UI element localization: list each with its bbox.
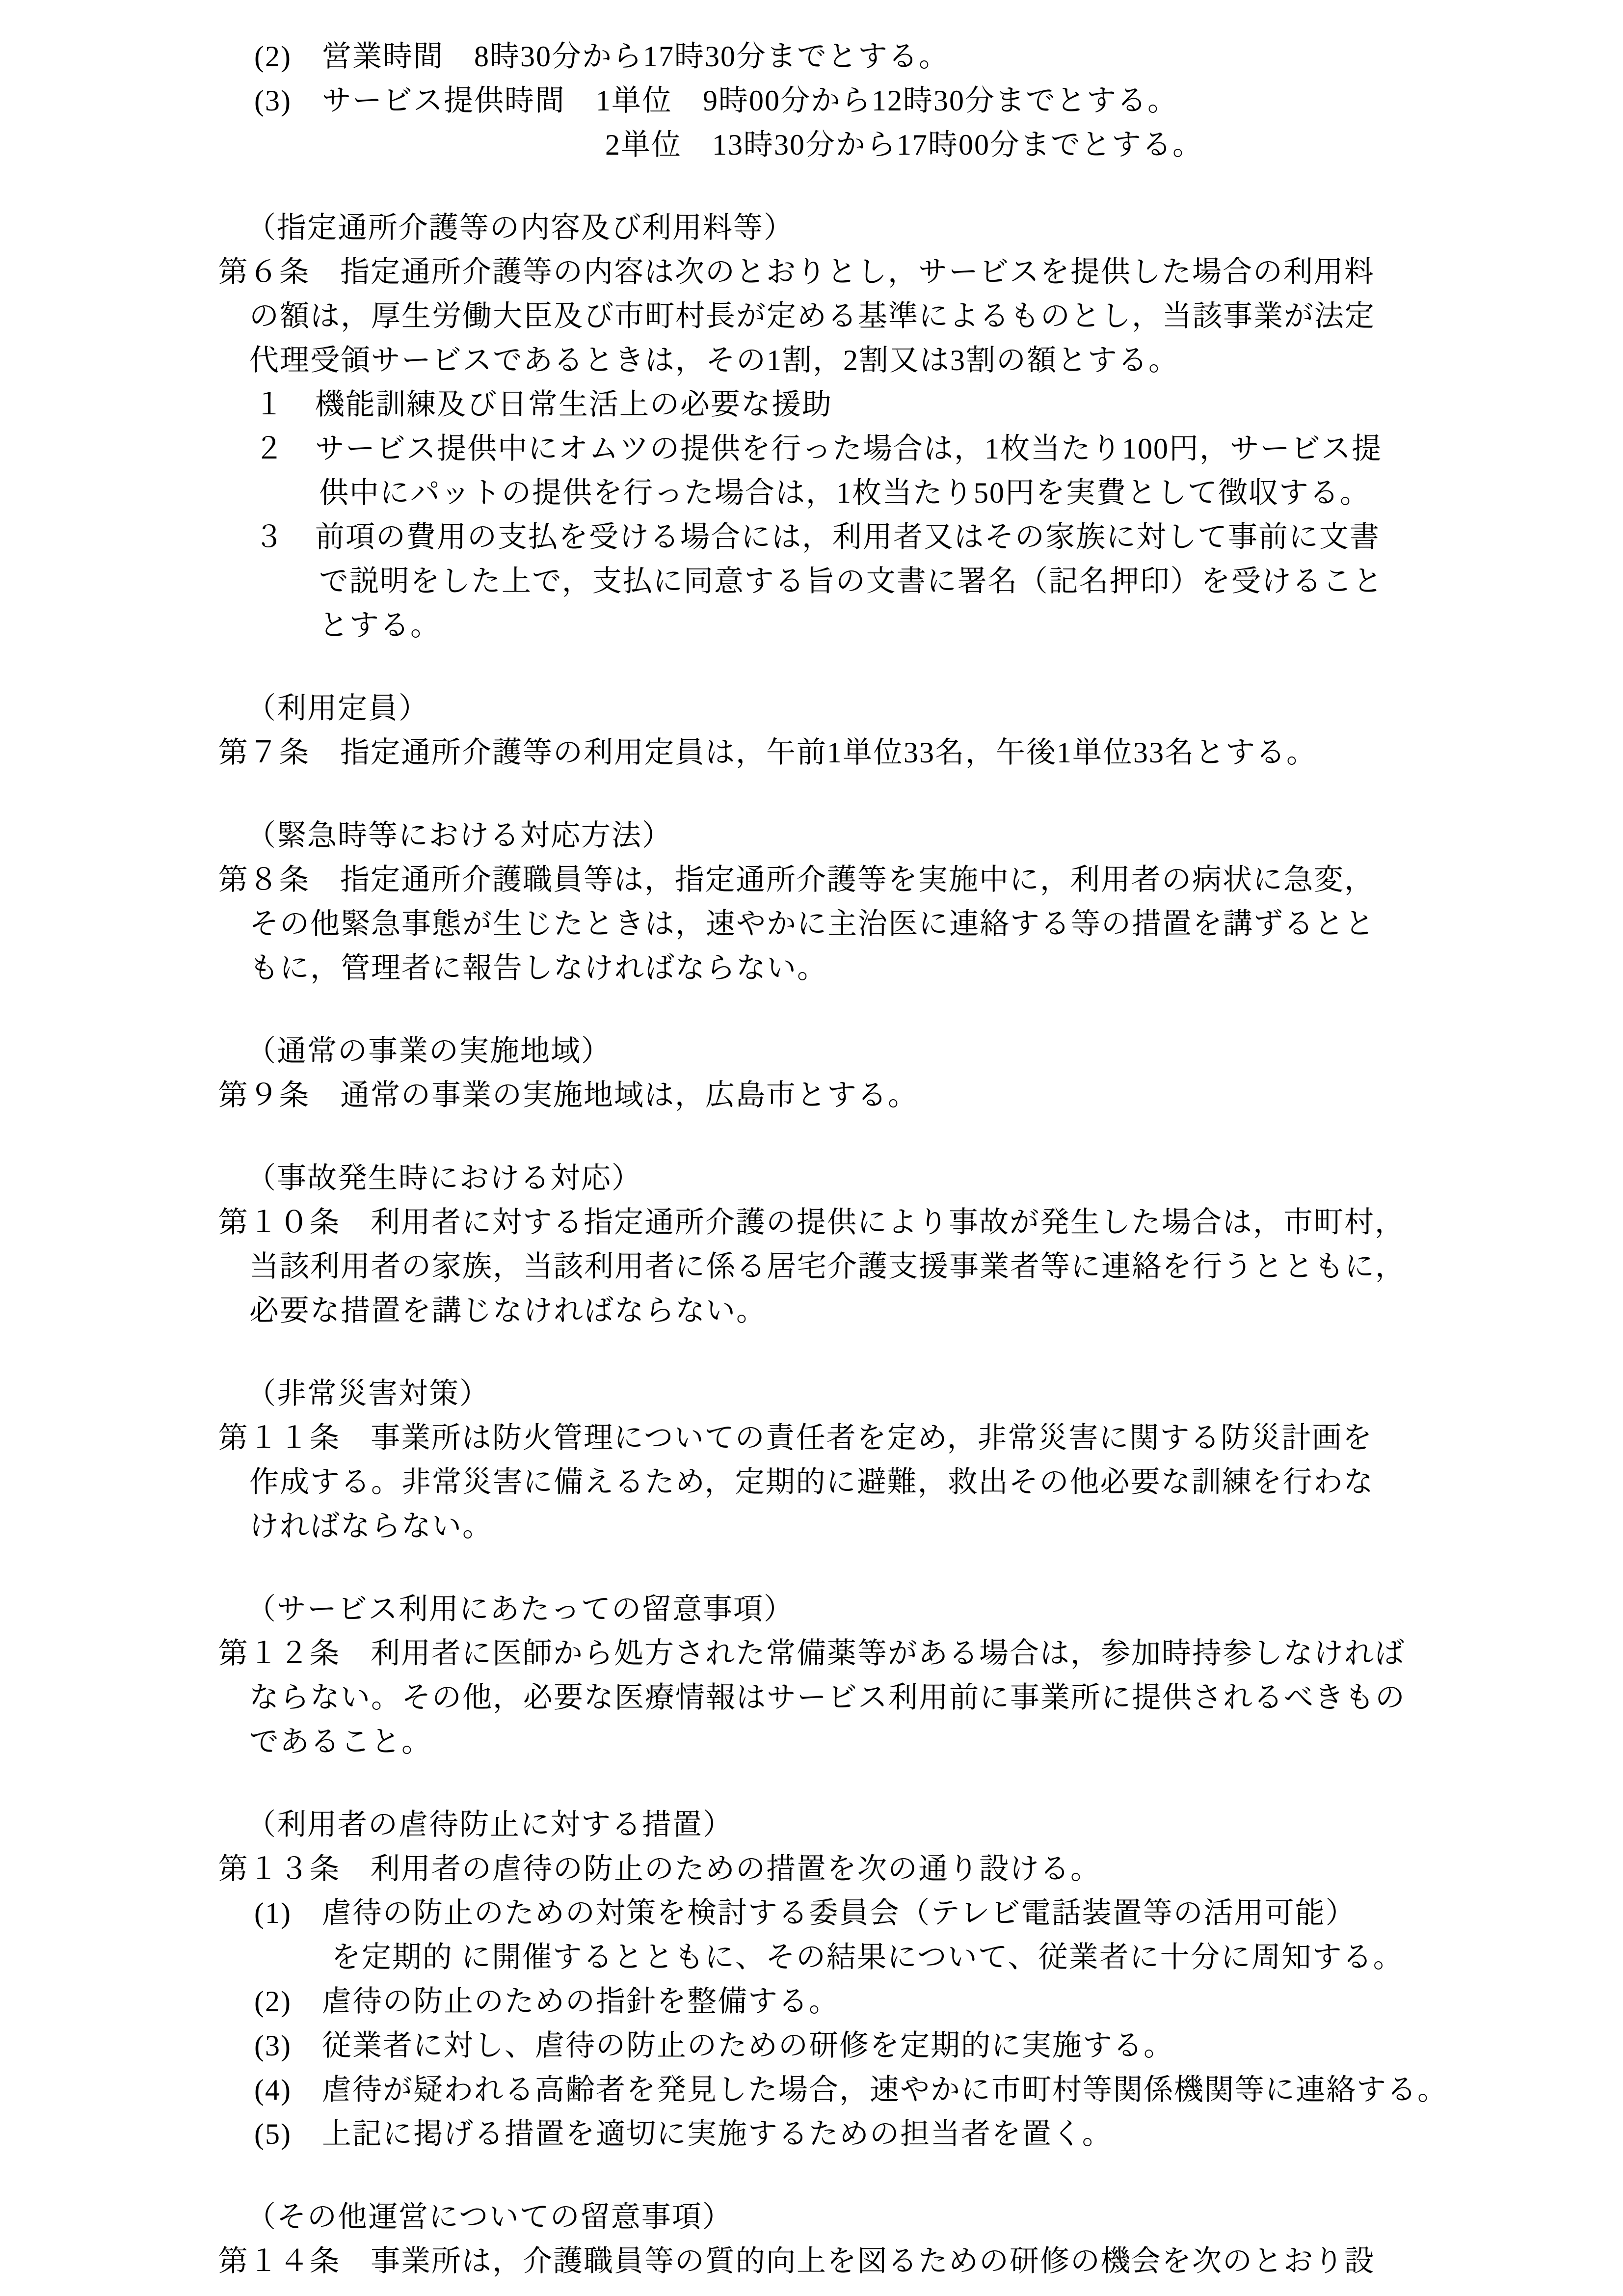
document-line: 第９条 通常の事業の実施地域は，広島市とする。 xyxy=(218,1079,918,1111)
blank-line xyxy=(218,1117,1623,1156)
document-line: （通常の事業の実施地域） xyxy=(246,1035,612,1067)
blank-line xyxy=(218,167,1623,206)
document-line: 供中にパットの提供を行った場合は，1枚当たり50円を実費として徴収する。 xyxy=(319,477,1370,509)
document-line: （サービス利用にあたっての留意事項） xyxy=(246,1593,794,1625)
blank-line xyxy=(218,648,1623,686)
document-line: ２ サービス提供中にオムツの提供を行った場合は，1枚当たり100円，サービス提 xyxy=(254,432,1382,465)
blank-line xyxy=(218,1764,1623,1803)
document-line: 第８条 指定通所介護職員等は，指定通所介護等を実施中に，利用者の病状に急変， xyxy=(218,864,1375,896)
document-line: ならない。その他，必要な医療情報はサービス利用前に事業所に提供されるべきもの xyxy=(249,1681,1406,1714)
document-line: （利用定員） xyxy=(246,692,429,725)
document-content xyxy=(218,34,1623,2283)
document-line: 必要な措置を講じなければならない。 xyxy=(249,1295,767,1327)
document-line: (3) 従業者に対し、虐待の防止のための研修を定期的に実施する。 xyxy=(254,2029,1174,2062)
document-line: （非常災害対策） xyxy=(246,1378,490,1410)
document-line: 第１４条 事業所は，介護職員等の質的向上を図るための研修の機会を次のとおり設 xyxy=(218,2245,1375,2277)
document-line: (5) 上記に掲げる措置を適切に実施するための担当者を置く。 xyxy=(254,2118,1113,2150)
document-line: ければならない。 xyxy=(249,1510,493,1542)
blank-line xyxy=(218,2156,1623,2195)
document-line: の額は，厚生労働大臣及び市町村長が定める基準によるものとし，当該事業が法定 xyxy=(249,300,1375,332)
document-line: （利用者の虐待防止に対する措置） xyxy=(246,1809,733,1841)
document-line: 第７条 指定通所介護等の利用定員は，午前1単位33名，午後1単位33名とする。 xyxy=(218,736,1317,769)
document-line: 代理受領サービスであるときは，その1割，2割又は3割の額とする。 xyxy=(249,344,1179,377)
document-line: （指定通所介護等の内容及び利用料等） xyxy=(246,212,794,244)
document-line: ３ 前項の費用の支払を受ける場合には，利用者又はその家族に対して事前に文書 xyxy=(254,521,1380,553)
document-line: （その他運営についての留意事項） xyxy=(246,2201,733,2233)
document-line: (2) 虐待の防止のための指針を整備する。 xyxy=(254,1985,839,2018)
document-line: 第１３条 利用者の虐待の防止のための措置を次の通り設ける。 xyxy=(218,1853,1101,1885)
document-line: 第１２条 利用者に医師から処方された常備薬等がある場合は，参加時持参しなければ xyxy=(218,1637,1405,1670)
document-line: とする。 xyxy=(319,609,441,642)
document-line: (3) サービス提供時間 1単位 9時00分から12時30分までとする。 xyxy=(254,84,1178,117)
document-line: 当該利用者の家族，当該利用者に係る居宅介護支援事業者等に連絡を行うとともに， xyxy=(249,1250,1406,1283)
document-line: であること。 xyxy=(249,1726,432,1758)
document-line: 作成する。非常災害に備えるため，定期的に避難，救出その他必要な訓練を行わな xyxy=(249,1466,1374,1498)
document-line: （緊急時等における対応方法） xyxy=(246,819,672,852)
document-line: を定期的 に開催するとともに、その結果について、従業者に十分に周知する。 xyxy=(331,1941,1404,1973)
blank-line xyxy=(218,990,1623,1029)
document-line: で説明をした上で，支払に同意する旨の文書に署名（記名押印）を受けること xyxy=(319,565,1384,597)
document-line: 第１０条 利用者に対する指定通所介護の提供により事故が発生した場合は，市町村， xyxy=(218,1206,1405,1239)
document-line: (1) 虐待の防止のための対策を検討する委員会（テレビ電話装置等の活用可能） xyxy=(254,1897,1356,1929)
document-line: (2) 営業時間 8時30分から17時30分までとする。 xyxy=(254,40,949,73)
document-line: もに，管理者に報告しなければならない。 xyxy=(249,952,827,984)
document-line: (4) 虐待が疑われる高齢者を発見した場合，速やかに市町村等関係機関等に連絡する。 xyxy=(254,2074,1448,2106)
blank-line xyxy=(218,775,1623,813)
document-line: １ 機能訓練及び日常生活上の必要な援助 xyxy=(254,388,832,421)
document-line: （事故発生時における対応） xyxy=(246,1162,642,1194)
document-line: その他緊急事態が生じたときは，速やかに主治医に連絡する等の措置を講ずるとと xyxy=(249,908,1375,940)
blank-line xyxy=(218,1548,1623,1587)
document-line: 2単位 13時30分から17時00分までとする。 xyxy=(605,129,1203,161)
blank-line xyxy=(218,1333,1623,1372)
document-line: 第６条 指定通所介護等の内容は次のとおりとし，サービスを提供した場合の利用料 xyxy=(218,256,1375,288)
document-line: 第１１条 事業所は防火管理についての責任者を定め，非常災害に関する防災計画を xyxy=(218,1422,1373,1454)
